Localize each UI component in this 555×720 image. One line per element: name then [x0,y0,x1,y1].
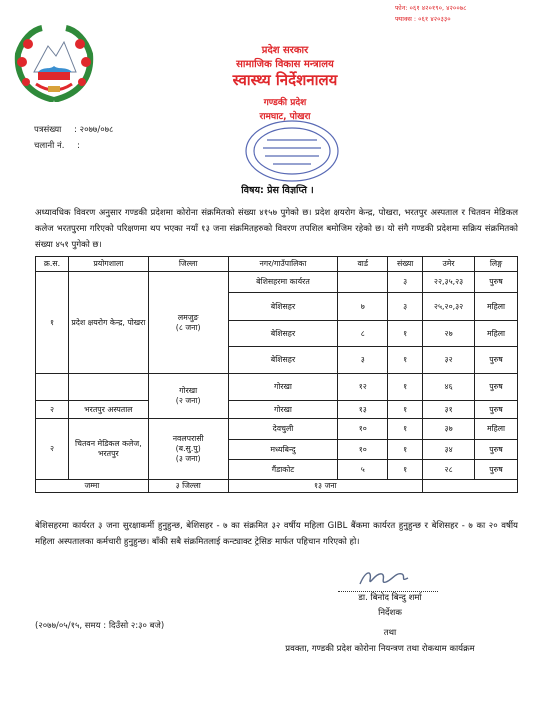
table-header-row [36,257,518,272]
signer-name: डा. बिनोद बिन्दु शर्मा [358,593,422,603]
row7-ward: १० [338,419,388,440]
signature-icon [356,566,412,590]
total-count: १३ जना [228,480,423,493]
signer-role: प्रवक्ता, गण्डकी प्रदेश कोरोना नियन्त्रण तथा रोकथाम कार्यक्रम [285,644,475,654]
district3-cell [148,419,228,480]
header-line1: प्रदेश सरकार [261,45,309,56]
row4-count: १ [388,347,423,374]
row9-age: २८ [423,460,475,480]
district1-name: लमजुङ [177,312,199,322]
district1-count: (८ जना) [175,322,201,332]
lab3-sn: २ [36,419,69,480]
lab1-name: प्रदेश क्षयरोग केन्द्र, पोखरा [68,272,148,374]
row6-muni: गोरखा [228,401,338,419]
row6-ward: १३ [338,401,388,419]
col-header-age: उमेर [423,257,475,272]
row5-gender: पुरुष [475,374,518,401]
lab3-name: चितवन मेडिकल कलेज, भरतपुर [68,419,148,480]
col-header-count: संख्या [388,257,423,272]
fax-text: फ्याक्स : ०६१ ४२०३३० [395,15,451,23]
row9-ward: ५ [338,460,388,480]
district1-cell [148,272,228,374]
row6-age: ३१ [423,401,475,419]
district3-sub: (ब.सु.पु) [175,444,201,453]
row9-count: १ [388,460,423,480]
row3-gender: महिला [475,321,518,347]
district2-count: (२ जना) [175,396,201,405]
table-row [36,374,518,401]
row8-gender: पुरुष [475,440,518,460]
col-header-municipality: नगर/गाउँपालिका [228,257,338,272]
row5-age: ४६ [423,374,475,401]
row7-gender: महिला [475,419,518,440]
header-line4: गण्डकी प्रदेश [263,98,307,108]
row4-muni: बेशिसहर [228,347,338,374]
header-title: स्वास्थ्य निर्देशनालय [232,71,338,89]
lab1-sn: १ [36,272,69,374]
table-total-row [36,480,518,493]
row5-ward: १२ [338,374,388,401]
district3-count: (३ जना) [175,454,201,463]
row2-ward: ७ [338,293,388,321]
header-line2: सामाजिक विकास मन्त्रालय [236,59,334,70]
total-label: जम्मा [36,480,149,493]
row6-gender: पुरुष [475,401,518,419]
date-time-line: (२०७७/०५/१५, समय : दिउँसो २:३० बजे) [35,621,165,631]
row8-muni: मध्यबिन्दु [228,440,338,460]
patra-label: पत्रसंख्या [34,125,62,135]
row1-gender: पुरुष [475,272,518,293]
row8-count: १ [388,440,423,460]
row9-gender: पुरुष [475,460,518,480]
table-row [36,272,518,293]
lab2-sn: २ [36,401,69,419]
col-header-district: जिल्ला [148,257,228,272]
table-row [36,419,518,440]
district3-name: नवलपरासी [172,434,204,443]
row1-ward [338,272,388,293]
row5-muni: गोरखा [228,374,338,401]
row7-age: ३७ [423,419,475,440]
row9-muni: गैंडाकोट [228,460,338,480]
row5-count: १ [388,374,423,401]
row3-age: २७ [423,321,475,347]
col-header-sn: क्र.स. [36,257,69,272]
row7-count: १ [388,419,423,440]
row3-count: १ [388,321,423,347]
row8-age: ३४ [423,440,475,460]
row4-gender: पुरुष [475,347,518,374]
row8-ward: १० [338,440,388,460]
row4-age: ३२ [423,347,475,374]
footnote-paragraph: बेशिसहरमा कार्यरत ३ जना सुरक्षाकर्मी हुनुहुन्छ, बेशिसहर - ७ का संक्रमित ३२ वर्षीय महिला GIBL बैंकमा कार्यरत हुनुहुन्छ र बेशिसहर - ७ का २० वर्षीय महिला अस्पतालका कर्मचारी हुनुहुन्छ। बाँकी सबै संक्रमितलाई कन्ट्याक्ट ट्रेसिङ मार्फत पहिचान गरिएको हो। [35,521,518,547]
district2-cell [148,374,228,419]
col-header-lab: प्रयोगशाला [68,257,148,272]
row2-count: ३ [388,293,423,321]
patra-value: : २०७७/०७८ [74,125,114,135]
total-districts: ३ जिल्ला [148,480,228,493]
office-stamp-icon [243,118,341,184]
col-header-gender: लिङ्ग [475,257,518,272]
row2-gender: महिला [475,293,518,321]
body-paragraph: अध्यावधिक विवरण अनुसार गण्डकी प्रदेशमा कोरोना संक्रमितको संख्या ४१५७ पुगेको छ। प्रदेश क्षयरोग केन्द्र, पोखरा, भरतपुर अस्पताल र चितवन मेडिकल कलेज भरतपुरमा गरिएको परिक्षणमा थप भएका नयाँ १३ जना संक्रमितहरुको विवरण तपशिल बमोजिम रहेको छ। यो संगै गण्डकी प्रदेशमा सक्रिय संक्रमितको संख्या ४५१ पुगेको छ। [35,208,518,250]
signer-title: निर्देशक [378,608,402,618]
row3-muni: बेशिसहर [228,321,338,347]
patra-sankhya [34,124,113,135]
row2-age: २५,२०,३२ [423,293,475,321]
row4-ward: ३ [338,347,388,374]
signer-and: तथा [383,628,397,638]
row1-muni: बेशिसहरमा कार्यरत [228,272,338,293]
nepal-emblem-icon [8,22,100,102]
phone-text: फोन: ०६१ ४२०१९०, ४२००७८ [395,4,467,12]
chalani-label: चलानी नं. [34,141,65,151]
row1-age: २२,३५,२३ [423,272,475,293]
row3-ward: ८ [338,321,388,347]
row7-muni: देवचुली [228,419,338,440]
chalani-value: : [77,141,80,151]
chalani-number [34,140,80,151]
row2-muni: बेशिसहर [228,293,338,321]
header-line5: रामघाट, पोखरा [259,112,311,122]
contact-block [395,3,466,25]
row6-count: १ [388,401,423,419]
table-row [36,401,518,419]
col-header-ward: वार्ड [338,257,388,272]
subject-line: विषय: प्रेस विज्ञप्ति । [241,185,314,196]
row1-count: ३ [388,272,423,293]
lab2-name: भरतपुर अस्पताल [68,401,148,419]
district2-name: गोरखा [179,386,198,395]
cases-table [35,256,518,493]
